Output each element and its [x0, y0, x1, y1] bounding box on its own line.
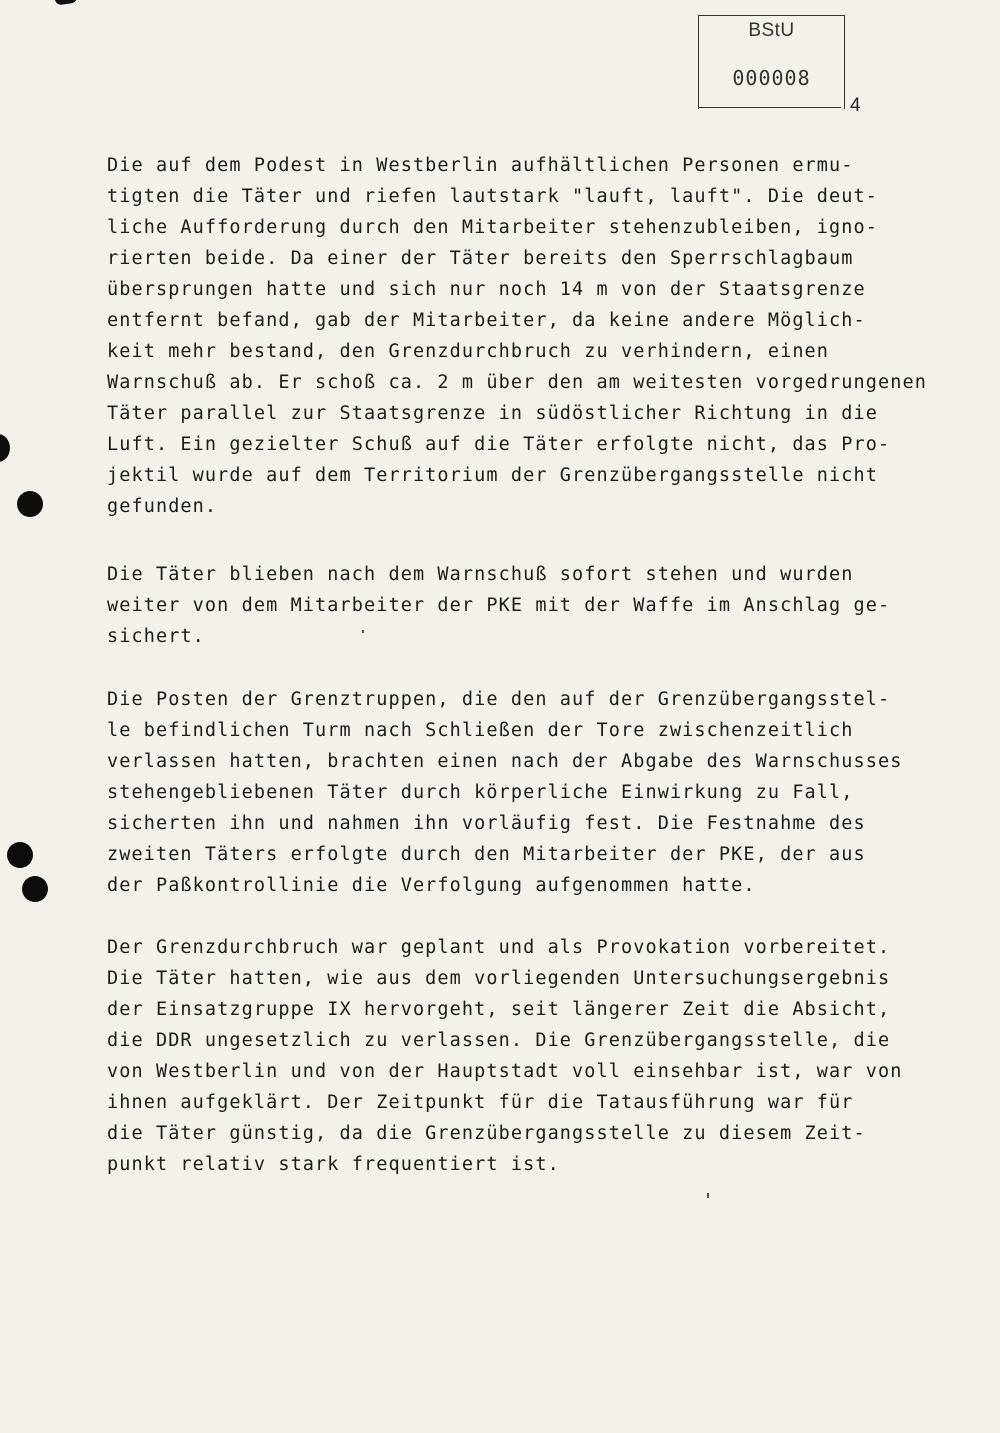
paragraph-4 — [107, 932, 902, 1180]
punch-hole — [22, 876, 48, 902]
archive-stamp-box — [698, 15, 845, 109]
text-line: rierten beide. Da einer der Täter bereits den Sperrschlagbaum — [107, 248, 854, 269]
corner-ink-mark — [54, 0, 77, 5]
text-line: die Täter günstig, da die Grenzübergangsstelle zu diesem Zeit- — [107, 1123, 866, 1144]
punch-hole — [0, 434, 10, 462]
text-line: entfernt befand, gab der Mitarbeiter, da keine andere Möglich- — [107, 310, 866, 331]
text-line: Luft. Ein gezielter Schuß auf die Täter erfolgte nicht, das Pro- — [107, 434, 891, 455]
text-line: sicherten ihn und nahmen ihn vorläufig fest. Die Festnahme des — [107, 813, 866, 834]
punch-hole — [17, 491, 43, 517]
text-line: stehengebliebenen Täter durch körperliche Einwirkung zu Fall, — [107, 782, 854, 803]
page-number: 4 — [850, 95, 861, 116]
text-line: Täter parallel zur Staatsgrenze in südöstlicher Richtung in die — [107, 403, 878, 424]
text-line: Der Grenzdurchbruch war geplant und als Provokation vorbereitet. — [107, 937, 891, 958]
stamp-bottom-line — [698, 107, 841, 108]
stamp-label: BStU — [748, 20, 795, 41]
text-line: weiter von dem Mitarbeiter der PKE mit der Waffe im Anschlag ge- — [107, 595, 891, 616]
text-line: Die Posten der Grenztruppen, die den auf der Grenzübergangsstel- — [107, 689, 891, 710]
text-line: keit mehr bestand, den Grenzdurchbruch zu verhindern, einen — [107, 341, 830, 362]
text-line: Die Täter blieben nach dem Warnschuß sofort stehen und wurden — [107, 564, 854, 585]
text-line: le befindlichen Turm nach Schließen der Tore zwischenzeitlich — [107, 720, 854, 741]
text-line: die DDR ungesetzlich zu verlassen. Die Grenzübergangsstelle, die — [107, 1030, 891, 1051]
text-line: jektil wurde auf dem Territorium der Grenzübergangsstelle nicht — [107, 465, 878, 486]
text-line: tigten die Täter und riefen lautstark "lauft, lauft". Die deut- — [107, 186, 878, 207]
paragraph-1 — [107, 150, 927, 522]
text-line: von Westberlin und von der Hauptstadt voll einsehbar ist, war von — [107, 1061, 903, 1082]
text-line: punkt relativ stark frequentiert ist. — [107, 1154, 560, 1175]
text-line: Die auf dem Podest in Westberlin aufhältlichen Personen ermu- — [107, 155, 854, 176]
text-line: der Einsatzgruppe IX hervorgeht, seit längerer Zeit die Absicht, — [107, 999, 891, 1020]
paragraph-2 — [107, 559, 890, 652]
text-line: übersprungen hatte und sich nur noch 14 m von der Staatsgrenze — [107, 279, 866, 300]
text-line: Die Täter hatten, wie aus dem vorliegenden Untersuchungsergebnis — [107, 968, 891, 989]
text-line: zweiten Täters erfolgte durch den Mitarbeiter der PKE, der aus — [107, 844, 866, 865]
paragraph-3 — [107, 684, 902, 901]
text-line: verlassen hatten, brachten einen nach der Abgabe des Warnschusses — [107, 751, 903, 772]
paper-speck — [707, 1193, 709, 1198]
text-line: liche Aufforderung durch den Mitarbeiter stehenzubleiben, igno- — [107, 217, 878, 238]
text-line: gefunden. — [107, 496, 218, 517]
punch-hole — [7, 842, 33, 868]
stamp-number: 000008 — [732, 66, 811, 90]
text-line: ihnen aufgeklärt. Der Zeitpunkt für die Tatausführung war für — [107, 1092, 854, 1113]
text-line: sichert. — [107, 626, 205, 647]
text-line: Warnschuß ab. Er schoß ca. 2 m über den am weitesten vorgedrungenen — [107, 372, 927, 393]
text-line: der Paßkontrollinie die Verfolgung aufgenommen hatte. — [107, 875, 756, 896]
